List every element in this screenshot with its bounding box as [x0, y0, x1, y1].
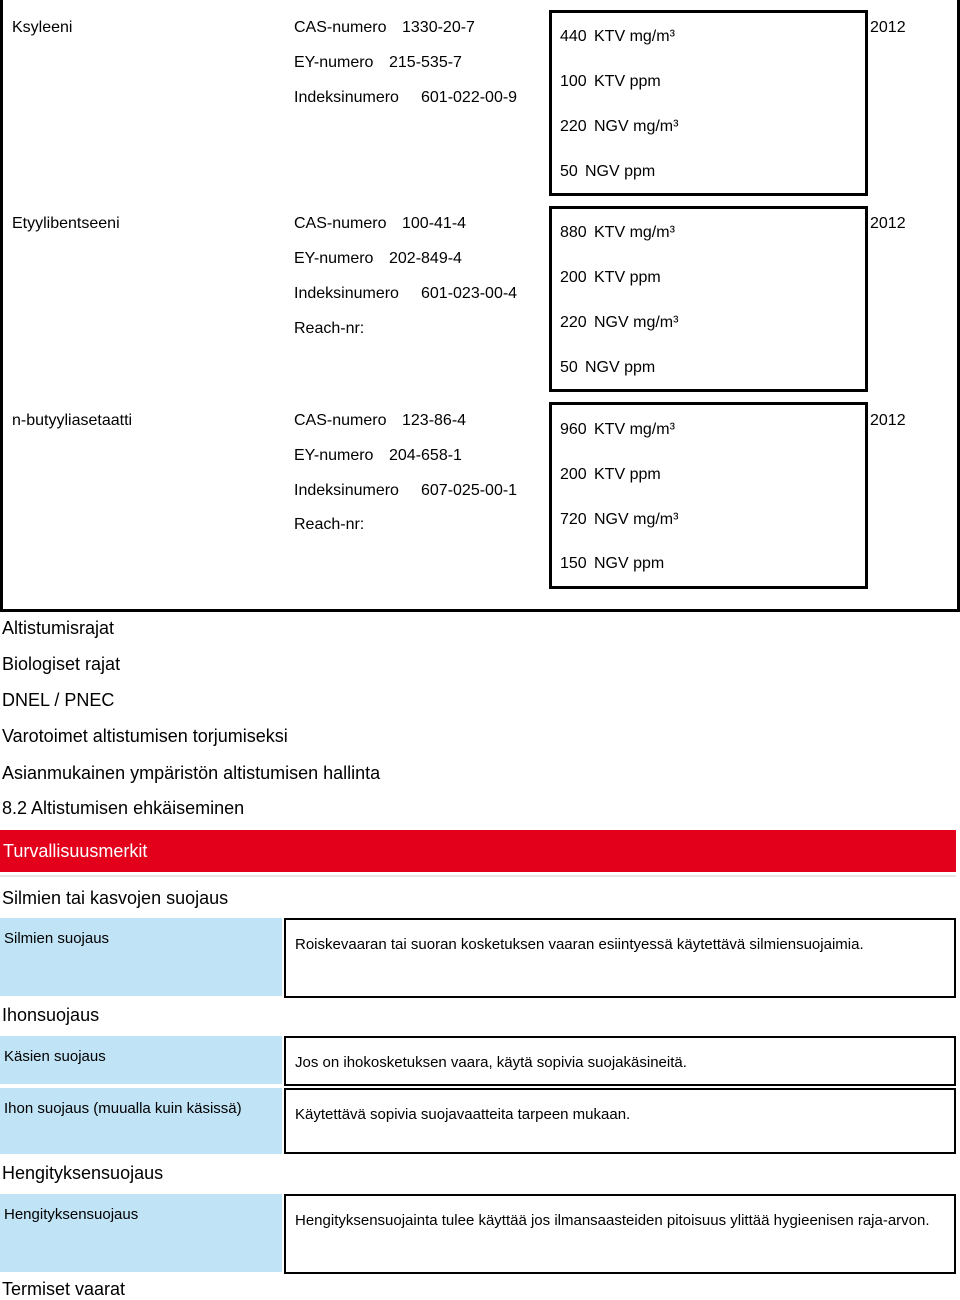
id-value: 123-86-4 — [402, 412, 467, 429]
body-protection-text: Käytettävä sopivia suojavaatteita tarpeen mukaan. — [284, 1088, 956, 1154]
limit-unit: NGV ppm — [594, 555, 665, 572]
body-protection-label: Ihon suojaus (muualla kuin käsissä) — [0, 1088, 282, 1154]
heading-respiratory-protection: Hengityksensuojaus — [2, 1163, 164, 1183]
safety-signs-title: Turvallisuusmerkit — [3, 841, 148, 861]
id-label: EY-numero — [294, 54, 374, 71]
year: 2012 — [870, 19, 906, 36]
limit-unit: NGV ppm — [585, 163, 656, 180]
substance-name: Ksyleeni — [12, 19, 73, 36]
id-value: 100-41-4 — [402, 215, 467, 232]
respiratory-protection-text: Hengityksensuojainta tulee käyttää jos ilmansaasteiden pitoisuus ylittää hygieenisen raja-arvon. — [284, 1194, 956, 1274]
safety-signs-bar — [0, 830, 956, 872]
heading-biologiset-rajat: Biologiset rajat — [2, 654, 121, 674]
limit-unit: KTV mg/m³ — [594, 224, 675, 241]
id-label: Indeksinumero — [294, 89, 399, 106]
limit-value: 880 — [560, 224, 587, 241]
limit-unit: NGV mg/m³ — [594, 314, 679, 331]
heading-varotoimet: Varotoimet altistumisen torjumiseksi — [2, 726, 288, 746]
id-value: 607-025-00-1 — [421, 482, 518, 499]
limit-value: 50 — [560, 163, 578, 180]
limit-value: 200 — [560, 466, 587, 483]
limit-value: 960 — [560, 421, 587, 438]
id-label: CAS-numero — [294, 19, 387, 36]
id-label: Indeksinumero — [294, 482, 399, 499]
id-label: Indeksinumero — [294, 285, 399, 302]
id-label: CAS-numero — [294, 412, 387, 429]
limit-unit: KTV ppm — [594, 269, 661, 286]
limit-value: 200 — [560, 269, 587, 286]
limit-value: 440 — [560, 28, 587, 45]
limit-unit: NGV mg/m³ — [594, 118, 679, 135]
limit-value: 150 — [560, 555, 587, 572]
limit-unit: KTV mg/m³ — [594, 28, 675, 45]
respiratory-protection-label: Hengityksensuojaus — [0, 1194, 282, 1272]
heading-thermal-hazards: Termiset vaarat — [2, 1279, 126, 1299]
year: 2012 — [870, 412, 906, 429]
eye-protection-text: Roiskevaaran tai suoran kosketuksen vaaran esiintyessä käytettävä silmiensuojaimia. — [284, 918, 956, 998]
id-value: 601-022-00-9 — [421, 89, 518, 106]
limit-value: 220 — [560, 314, 587, 331]
id-value: 202-849-4 — [389, 250, 462, 267]
id-value: 601-023-00-4 — [421, 285, 518, 302]
limit-unit: KTV mg/m³ — [594, 421, 675, 438]
hand-protection-label: Käsien suojaus — [0, 1036, 282, 1084]
limit-unit: KTV ppm — [594, 73, 661, 90]
id-label: EY-numero — [294, 250, 374, 267]
id-value: 204-658-1 — [389, 447, 462, 464]
heading-section-8-2: 8.2 Altistumisen ehkäiseminen — [2, 798, 245, 818]
id-value: 215-535-7 — [389, 54, 462, 71]
reach-label: Reach-nr: — [294, 516, 365, 533]
eye-protection-label: Silmien suojaus — [0, 918, 282, 996]
heading-altistumisrajat: Altistumisrajat — [2, 618, 115, 638]
limit-value: 220 — [560, 118, 587, 135]
heading-asianmukainen: Asianmukainen ympäristön altistumisen hallinta — [2, 763, 381, 783]
id-label: EY-numero — [294, 447, 374, 464]
reach-label: Reach-nr: — [294, 320, 365, 337]
limit-unit: KTV ppm — [594, 466, 661, 483]
id-value: 1330-20-7 — [402, 19, 475, 36]
heading-dnel-pnec: DNEL / PNEC — [2, 690, 115, 710]
divider — [0, 875, 956, 877]
limit-value: 50 — [560, 359, 578, 376]
id-label: CAS-numero — [294, 215, 387, 232]
limit-unit: NGV ppm — [585, 359, 656, 376]
substance-name: n-butyyliasetaatti — [12, 412, 133, 429]
heading-skin-protection: Ihonsuojaus — [2, 1005, 100, 1025]
heading-eye-face-protection: Silmien tai kasvojen suojaus — [2, 888, 229, 908]
limit-value: 720 — [560, 511, 587, 528]
substance-name: Etyylibentseeni — [12, 215, 120, 232]
limit-unit: NGV mg/m³ — [594, 511, 679, 528]
hand-protection-text: Jos on ihokosketuksen vaara, käytä sopivia suojakäsineitä. — [284, 1036, 956, 1086]
limit-value: 100 — [560, 73, 587, 90]
year: 2012 — [870, 215, 906, 232]
